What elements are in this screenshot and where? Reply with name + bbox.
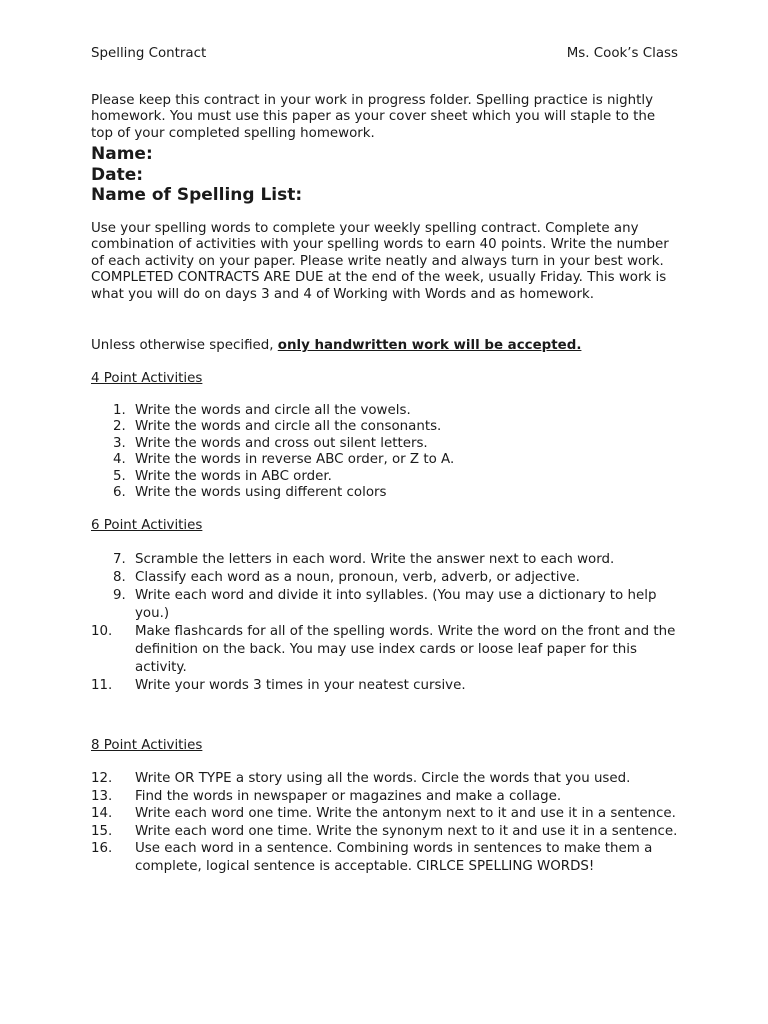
item-text: Write the words and circle all the vowels. (135, 403, 411, 418)
list-item (91, 840, 681, 875)
item-number: 2. (113, 419, 126, 435)
item-number: 10. (91, 624, 113, 639)
instructions (91, 221, 681, 303)
item-number: 3. (113, 435, 126, 451)
due-date-paragraph: COMPLETED CONTRACTS ARE DUE at the end of the week, usually Friday. This work is what you will do on days 3 and 4 of Working with Words and as homework. (91, 270, 667, 302)
notice-lead: Unless otherwise specified, (91, 338, 278, 353)
name-field-label: Name: (91, 144, 153, 164)
item-text: Write the words and circle all the consonants. (135, 419, 442, 435)
list-item (91, 788, 681, 806)
item-text: Write the words in reverse ABC order, or Z to A. (135, 452, 455, 468)
student-fields (91, 144, 681, 206)
item-number: 4. (113, 452, 126, 468)
item-text: Write the words and cross out silent letters. (135, 435, 428, 451)
list-item (91, 436, 681, 452)
list-item (91, 551, 681, 569)
item-text: Use each word in a sentence. Combining words in sentences to make them a complete, logical sentence is acceptable. CIRLCE SPELLING WORDS! (135, 841, 653, 874)
list-6-point (91, 551, 681, 695)
item-text: Write each word one time. Write the synonym next to it and use it in a sentence. (135, 823, 678, 839)
handwritten-notice (91, 338, 681, 354)
section-title-8-point: 8 Point Activities (91, 738, 203, 753)
intro-paragraph: Please keep this contract in your work in progress folder. Spelling practice is nightly homework. You must use this paper as your cover sheet which you will staple to the top of your completed spelling homework. (91, 93, 656, 141)
header-title: Spelling Contract (91, 46, 207, 61)
item-number: 1. (113, 403, 126, 418)
header-class-name: Ms. Cook’s Class (566, 46, 678, 61)
list-item (91, 419, 681, 435)
item-number: 13. (91, 788, 113, 804)
notice-emphasis: only handwritten work will be accepted. (277, 338, 582, 353)
list-item (91, 469, 681, 485)
item-text: Write each word one time. Write the antonym next to it and use it in a sentence. (135, 806, 676, 822)
list-item (91, 805, 681, 823)
item-number: 8. (113, 570, 126, 585)
list-8-point (91, 770, 681, 876)
list-item (91, 823, 681, 841)
item-text: Write the words using different colors (135, 485, 387, 501)
list-item (91, 485, 681, 501)
item-text: Make flashcards for all of the spelling words. Write the word on the front and the definition on the back. You may use index cards or loose leaf paper for this activity. (135, 624, 676, 675)
list-item (91, 569, 681, 587)
item-text: Scramble the letters in each word. Write the answer next to each word. (135, 552, 615, 567)
list-4-point (91, 403, 681, 501)
item-number: 7. (113, 552, 126, 567)
list-item (91, 770, 681, 788)
item-text: Write each word and divide it into syllables. (You may use a dictionary to help you.) (135, 588, 657, 621)
item-number: 12. (91, 771, 113, 786)
item-text: Classify each word as a noun, pronoun, verb, adverb, or adjective. (135, 570, 580, 585)
item-number: 5. (113, 468, 126, 484)
list-item (91, 587, 681, 623)
list-item (91, 452, 681, 468)
item-number: 11. (91, 678, 113, 693)
item-text: Write the words in ABC order. (135, 468, 332, 484)
item-number: 15. (91, 823, 113, 839)
list-item (91, 403, 681, 419)
instructions-paragraph: Use your spelling words to complete your weekly spelling contract. Complete any combination of activities with your spelling words to earn 40 points. Write the number of each activity on your paper. Please write neatly and always turn in your best work. (91, 221, 669, 269)
item-text: Find the words in newspaper or magazines and make a collage. (135, 788, 562, 804)
item-number: 6. (113, 485, 126, 501)
list-item (91, 623, 681, 677)
item-number: 9. (113, 588, 126, 603)
list-item (91, 677, 681, 695)
spelling-list-field-label: Name of Spelling List: (91, 185, 303, 205)
item-number: 16. (91, 841, 113, 857)
date-field-label: Date: (91, 164, 144, 185)
item-number: 14. (91, 806, 113, 822)
item-text: Write OR TYPE a story using all the words. Circle the words that you used. (135, 771, 631, 786)
section-title-4-point: 4 Point Activities (91, 371, 203, 386)
section-title-6-point: 6 Point Activities (91, 518, 203, 533)
item-text: Write your words 3 times in your neatest cursive. (135, 678, 466, 693)
